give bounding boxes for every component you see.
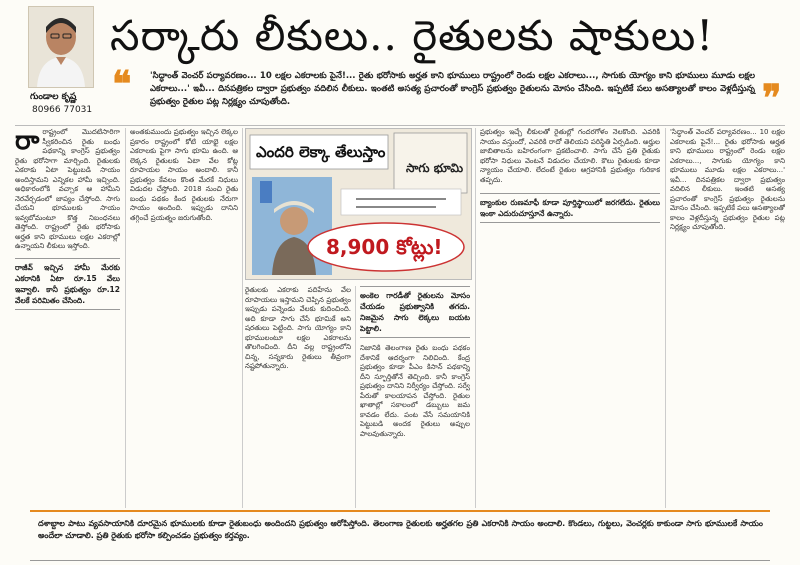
- paragraph: నిజానికి తెలంగాణ రైతు బంధు పథకం దేశానికే ఆదర్శంగా నిలిచింది. కేంద్ర ప్రభుత్వం కూడా పీఎం కిసాన్ పథకాన్ని దీని స్ఫూర్తితోనే తెచ్చింది. కానీ కాంగ్రెస్ ప్రభుత్వం దానిని నిర్వీర్యం చేస్తోంది. సర్వే పేరుతో కాలయాపన చేస్తోంది. రైతుల ఖాతాల్లో సకాలంలో డబ్బులు జమ కావడం లేదు. పంట వేసే సమయానికి పెట్టుబడి అందక రైతులు అప్పుల పాలవుతున్నారు.: [360, 344, 470, 438]
- article-header: [0, 0, 800, 120]
- footer-text: దశాబ్దాల పాటు వ్యవసాయానికి దూరమైన భూములకు కూడా రైతుబంధు అందిందని ప్రభుత్వం ఆరోపిస్తోంది. తెలంగాణ రైతులకు అర్హతగల ప్రతి ఎకరానికి సాయం అందాలి. కొండలు, గుట్టలు, వెంచర్లకు కాకుండా సాగు భూములకే సాయం అందేలా చూడాలి. ప్రతి రైతుకు భరోసా కల్పించడం ప్రభుత్వం కర్తవ్యం.: [38, 519, 763, 540]
- body-column-6: [670, 128, 785, 508]
- close-quote-icon: ❞: [762, 77, 782, 119]
- column-divider: [125, 128, 126, 508]
- subheadline: 'సిద్ధాంత్ వెంచర్ పర్యావరణం... 10 లక్షల ఎకరాలకు పైనే!... రైతు భరోసాకు అర్హత కాని భూములు రాష్ట్రంలో రెండు లక్షల ఎకరాలు..., సాగుకు యోగ్యం కాని భూములు మూడు లక్షల ఎకరాలు...' ఇవీ... దినపత్రికల ద్వారా ప్రభుత్వం వదిలిన లీకులు. ఇంతటి అసత్య ప్రచారంతో కాంగ్రెస్ ప్రభుత్వం రైతులను మోసం చేసింది. ఇప్పటికే పలు అసత్యాలతో కాలం వెళ్లదీస్తున్న ప్రభుత్వం రైతుల పట్ల నిర్లక్ష్యం చూపుతోంది.: [150, 71, 755, 107]
- body-column-4: [360, 286, 470, 508]
- pull-quote: బ్యాంకుల రుణమాఫీ కూడా పూర్తిస్థాయిలో జరగలేదు. రైతులు ఇంకా ఎదురుచూస్తూనే ఉన్నారు.: [480, 193, 660, 223]
- paragraph: అంతకుముందు ప్రభుత్వం ఇచ్చిన లెక్కల ప్రకారం రాష్ట్రంలో కోటి యాభై లక్షల ఎకరాలకు పైగా సాగు భూమి ఉంది. ఆ లెక్కన రైతులకు ఏటా వేల కోట్ల రూపాయల సాయం అందాలి. కానీ ప్రభుత్వం కేవలం కొంత మేరకే నిధులు విడుదల చేస్తోంది. 2018 నుంచి రైతు బంధు పథకం కింద రైతులకు నేరుగా సాయం అందింది. ఇప్పుడు దానిని తగ్గించే ప్రయత్నం జరుగుతోంది.: [130, 128, 238, 222]
- open-quote-icon: ❝: [112, 63, 132, 105]
- clipping-badge: సాగు భూమి: [406, 161, 464, 175]
- body-column-3: [245, 286, 351, 508]
- header-divider: [15, 125, 785, 126]
- column-divider: [665, 128, 666, 508]
- clipping-figure: 8,900 కోట్లు!: [326, 235, 443, 259]
- author-photo: [28, 6, 94, 88]
- author-name: గుండాల కృష్ణ: [30, 92, 77, 102]
- footer-summary-box: [30, 510, 770, 561]
- news-clipping-image: [245, 128, 472, 280]
- paragraph: రైతులకు ఎకరాకు పదిహేను వేల రూపాయలు ఇస్తామని చెప్పిన ప్రభుత్వం ఇప్పుడు పన్నెండు వేలకు కుదించింది. అది కూడా సాగు చేసే భూమికే అని షరతులు పెట్టింది. సాగు యోగ్యం కాని భూములంటూ లక్షల ఎకరాలను తొలగించింది. దీని వల్ల రాష్ట్రంలోని చిన్న, సన్నకారు రైతులు తీవ్రంగా నష్టపోతున్నారు.: [245, 286, 351, 370]
- article-body: [15, 128, 785, 508]
- clipping-headline: ఎందరి లెక్కా తేలుస్తాం: [256, 143, 386, 161]
- headline: సర్కారు లీకులు.. రైతులకు షాకులు!: [110, 11, 715, 60]
- paragraph: ప్రభుత్వం ఇచ్చే లీకులతో రైతుల్లో గందరగోళం నెలకొంది. ఎవరికి సాయం వస్తుందో, ఎవరికి రాదో తెలియని పరిస్థితి ఏర్పడింది. అర్హుల జాబితాలను బహిరంగంగా ప్రకటించాలి. సాగు చేసే ప్రతి రైతుకు భరోసా నిధులు వెంటనే విడుదల చేయాలి. కౌలు రైతులకు కూడా న్యాయం చేయాలి. లేదంటే రైతుల ఆగ్రహానికి ప్రభుత్వం గురికాక తప్పదు.: [480, 128, 660, 184]
- paragraph: 'సిద్ధాంత్ వెంచర్ పర్యావరణం... 10 లక్షల ఎకరాలకు పైనే!... రైతు భరోసాకు అర్హత కాని భూములు రాష్ట్రంలో రెండు లక్షల ఎకరాలు..., సాగుకు యోగ్యం కాని భూములు మూడు లక్షల ఎకరాలు...' ఇవీ... దినపత్రికల ద్వారా ప్రభుత్వం వదిలిన లీకులు. ఇంతటి అసత్య ప్రచారంతో కాంగ్రెస్ ప్రభుత్వం రైతులను మోసం చేసింది. ఇప్పటికే పలు అసత్యాలతో కాలం వెళ్లదీస్తున్న ప్రభుత్వం రైతుల పట్ల నిర్లక్ష్యం చూపుతోంది.: [670, 128, 785, 231]
- dropcap: రా: [15, 128, 40, 156]
- column-divider: [242, 128, 243, 508]
- body-column-2: [130, 128, 238, 508]
- column-divider: [475, 128, 476, 508]
- author-portrait-icon: [29, 7, 93, 87]
- body-column-5: [480, 128, 660, 508]
- pull-quote: అంకెల గారడీతో రైతులను మోసం చేయడం ప్రభుత్వానికి తగదు. నిజమైన సాగు లెక్కలు బయట పెట్టాలి.: [360, 286, 470, 338]
- body-column-1: [15, 128, 120, 508]
- pull-quote: రాజీవ్ ఇచ్చిన హామీ మేరకు ఎకరానికి ఏటా రూ.15 వేలు ఇవ్వాలి. కానీ ప్రభుత్వం రూ.12 వేలకే పరిమితం చేసింది.: [15, 258, 120, 310]
- column-divider: [355, 286, 356, 508]
- author-phone: 80966 77031: [32, 105, 93, 115]
- paragraph: రాష్ట్రంలో మొదటిసారిగా స్వీకరించిన రైతు బంధు పథకాన్ని కాంగ్రెస్ ప్రభుత్వం రైతు భరోసాగా మార్చింది. రైతులకు ఎకరాకు ఏటా పెట్టుబడి సాయం అందిస్తామని ఎన్నికల హామీ ఇచ్చింది. అధికారంలోకి వచ్చాక ఆ హామీని నెరవేర్చడంలో జాప్యం చేస్తోంది. సాగు చేయని భూములకు సాయం ఇవ్వబోమంటూ కొత్త నిబంధనలు తెస్తోంది. రాష్ట్రంలో రైతు భరోసాకు అర్హత కాని భూములు లక్షల ఎకరాల్లో ఉన్నాయని లీకులు ఇస్తోంది.: [15, 128, 120, 250]
